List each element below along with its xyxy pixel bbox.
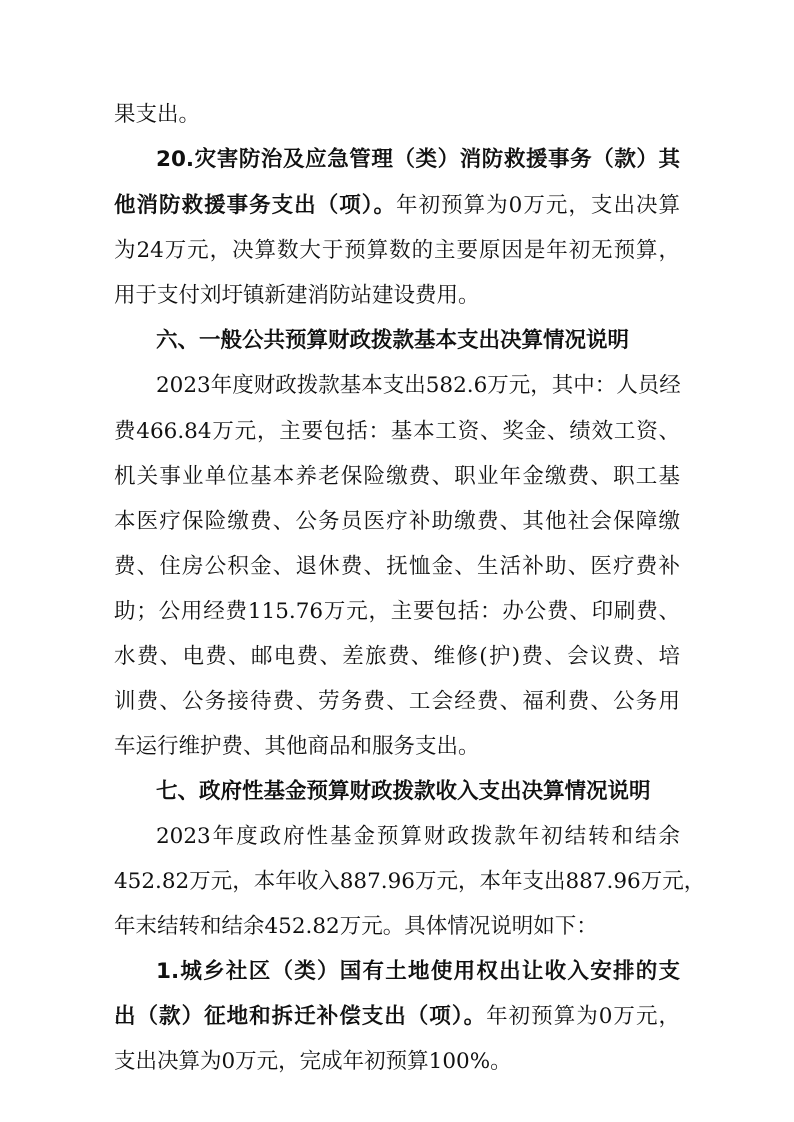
body-text-line: 支出决算为0万元，完成年初预算100%。 — [114, 1049, 512, 1074]
body-text-line: 车运行维护费、其他商品和服务支出。 — [114, 734, 480, 759]
item-1-text: 年初预算为0万元， — [486, 1004, 680, 1029]
body-text-line: 训费、公务接待费、劳务费、工会经费、福利费、公务用 — [114, 689, 680, 714]
item-20-line — [114, 186, 680, 226]
body-text-line: 费、住房公积金、退休费、抚恤金、生活补助、医疗费补 — [114, 554, 680, 579]
section-6-heading: 六、一般公共预算财政拨款基本支出决算情况说明 — [156, 328, 630, 353]
body-text-line: 水费、电费、邮电费、差旅费、维修(护)费、会议费、培 — [114, 644, 680, 669]
body-text-line: 本医疗保险缴费、公务员医疗补助缴费、其他社会保障缴 — [114, 509, 680, 534]
item-20-heading-end: 他消防救援事务支出（项）。 — [114, 193, 397, 218]
item-1-heading-end: 出（款）征地和拆迁补偿支出（项）。 — [114, 1004, 487, 1029]
body-text-line: 年末结转和结余452.82万元。具体情况说明如下： — [114, 914, 598, 939]
body-text-line: 2023年度政府性基金预算财政拨款年初结转和结余 — [156, 824, 680, 849]
body-text-line: 助；公用经费115.76万元，主要包括：办公费、印刷费、 — [114, 599, 680, 624]
item-20-text: 年初预算为0万元，支出决算 — [396, 193, 680, 218]
body-text-line: 2023年度财政拨款基本支出582.6万元，其中：人员经 — [156, 373, 681, 398]
body-text-line: 用于支付刘圩镇新建消防站建设费用。 — [114, 283, 480, 308]
item-1-heading: 1.城乡社区（类）国有土地使用权出让收入安排的支 — [156, 959, 680, 984]
item-20-heading: 20.灾害防治及应急管理（类）消防救援事务（款）其 — [156, 147, 680, 172]
section-7-heading: 七、政府性基金预算财政拨款收入支出决算情况说明 — [156, 779, 651, 804]
body-text-line: 费466.84万元，主要包括：基本工资、奖金、绩效工资、 — [114, 419, 680, 444]
body-text-line: 为24万元，决算数大于预算数的主要原因是年初无预算， — [114, 238, 680, 263]
body-text-line: 机关事业单位基本养老保险缴费、职业年金缴费、职工基 — [114, 464, 680, 489]
body-text-line: 果支出。 — [114, 102, 201, 127]
item-1-line — [114, 997, 680, 1037]
body-text-line: 452.82万元，本年收入887.96万元，本年支出887.96万元， — [114, 869, 706, 894]
